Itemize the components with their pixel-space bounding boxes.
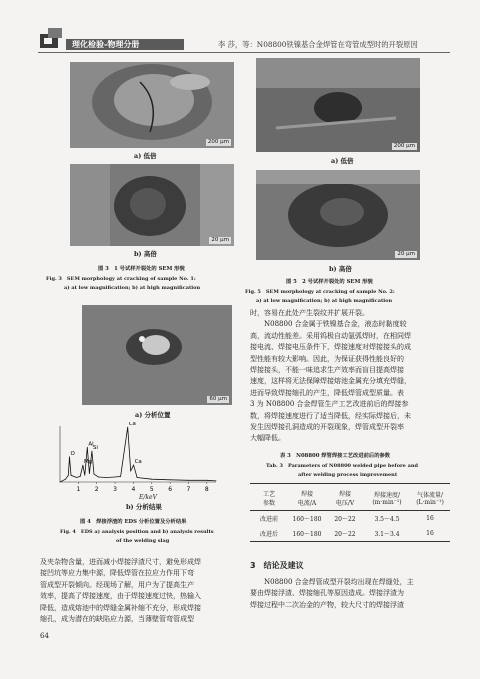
eds-peak-label: O: [70, 450, 75, 457]
table-cell: 3.5～4.5: [374, 516, 400, 523]
right-column-text: [250, 308, 450, 445]
eds-data-point: [60, 482, 61, 483]
eds-data-point: [84, 475, 85, 476]
text-line: 接凹坑等应力集中源，降低焊管在拉应力作用下弯: [40, 569, 194, 578]
fig5b-sem-image: [256, 170, 420, 260]
header-cell: (m·min⁻¹): [372, 499, 402, 506]
header-cell: 焊接: [338, 491, 351, 498]
table3: [250, 486, 450, 542]
eds-data-point: [68, 475, 69, 476]
text-line: 大幅降低。: [250, 434, 285, 443]
text-line: 速度，这样将无法保障焊接熔池金属充分填充焊缝，: [250, 377, 411, 386]
table-cell: 160～180: [292, 516, 322, 523]
table-cell: 160～180: [292, 531, 322, 538]
x-tick-label: 7: [186, 486, 191, 493]
fig4a-label: a) 分析位置: [135, 411, 171, 419]
fig3-caption-en-2: a) at low magnification; b) at high magnification: [64, 285, 201, 291]
header-rule: [38, 52, 450, 53]
fig4b-label: b) 分析结果: [126, 503, 162, 511]
eds-data-point: [89, 473, 90, 474]
eds-peak-label: Al: [88, 441, 94, 448]
table-cell: 改进后: [259, 531, 278, 538]
text-line: 效率，提高了焊接速度，由于焊接速度过快，热输入: [40, 592, 201, 601]
x-tick-label: 5: [149, 486, 154, 493]
table-top-rule: [250, 483, 450, 484]
eds-data-point: [80, 476, 81, 477]
eds-data-point: [137, 477, 138, 478]
eds-peak-label: Si: [92, 445, 98, 452]
fig3a-label: a) 低倍: [134, 152, 157, 160]
text-line: 管成型开裂倾向。经现场了解，用户为了提高生产: [40, 580, 194, 589]
fig3b-scalebar: 20 μm: [211, 237, 229, 243]
text-line: 进而导致焊接缩孔的产生，降低焊管成型质量。表: [250, 388, 404, 397]
eds-spectrum-line: [60, 427, 216, 482]
header-cell: 参数: [262, 500, 275, 507]
journal-logo: [38, 28, 68, 50]
fig4a-sem-image: [82, 305, 232, 405]
fig5b-label: b) 高倍: [329, 265, 352, 273]
fig5b-texture: [256, 170, 420, 260]
fig3a-scalebar: 200 μm: [207, 139, 229, 145]
table-header-row: [250, 486, 450, 510]
running-title: 李 莎，等：N08800铁镍基合金焊管在弯管成型时的开裂原因: [218, 40, 418, 49]
fig5-caption-en-2: a) at low magnification; b) at high magnification: [256, 298, 393, 304]
table-row: [250, 526, 450, 541]
eds-peak-label: Ca: [134, 459, 142, 466]
text-line: N08800 合金属于铁镍基合金，液态时黏度较: [250, 320, 407, 329]
header-cell: 电流/A: [297, 500, 317, 507]
fig5-caption-en-1: Fig. 5 SEM morphology at cracking of sample No. 2:: [245, 289, 395, 295]
eds-data-point: [130, 470, 131, 471]
header-cell: (L·min⁻¹): [416, 499, 444, 506]
eds-data-point: [120, 476, 121, 477]
section3-text: [250, 577, 450, 611]
text-line: 缩孔，成为潜在的缺陷应力源，当薄壁管弯管成型: [40, 615, 194, 624]
fig5-caption-cn: 图 5 2 号试样开裂处的 SEM 形貌: [286, 279, 373, 285]
eds-data-point: [115, 477, 116, 478]
eds-data-point: [170, 479, 171, 480]
fig5a-sem-image: [256, 58, 420, 152]
header-cell: 气体流量/: [416, 492, 444, 499]
fig4-caption-cn: 图 4 焊接浮渣的 EDS 分析位置及分析结果: [80, 519, 187, 525]
x-tick-label: 4: [131, 486, 136, 493]
text-line: 要由焊接浮渣、焊接缩孔等原因造成。焊接浮渣为: [250, 589, 404, 598]
eds-data-point: [98, 477, 99, 478]
table-cell: 20～22: [334, 531, 356, 538]
text-line: 接电流、焊接电压条件下，焊接速度对焊接接头的成: [250, 343, 411, 352]
text-line: 及夹杂物含量，进而减小焊接浮渣尺寸，避免形成焊: [40, 558, 201, 566]
section3-heading: 3 结论及建议: [250, 561, 304, 570]
tab3-caption-en-1: Tab. 3 Parameters of N08800 welded pipe before and: [266, 463, 418, 469]
journal-name: 理化检验-物理分册: [66, 39, 184, 50]
text-line: 焊接过程中二次冶金的产物，较大尺寸的焊接浮渣: [250, 600, 404, 609]
fig5a-texture: [256, 58, 420, 152]
tab3-caption-cn: 表 3 N08800 焊管焊接工艺改进前后的参数: [280, 453, 391, 459]
eds-data-point: [216, 480, 217, 481]
fig3b-texture: [70, 164, 234, 246]
text-line: 3 为 N08800 合金焊管生产工艺改进前后的焊接参: [250, 400, 409, 409]
fig4-caption-en-1: Fig. 4 EDS a) analysis position and b) analysis results: [60, 529, 214, 535]
text-line: 高，流动性能差。采用钨极自动氩弧焊时，在相同焊: [250, 331, 411, 340]
table-cell: 3.1～3.4: [374, 531, 400, 538]
table-cell: 16: [426, 530, 434, 537]
fig4-caption-en-2: of the welding slag: [116, 538, 170, 544]
fig5a-label: a) 低倍: [331, 157, 354, 165]
text-line: 降低，造成熔池中的焊缝金属补缩不充分，形成焊接: [40, 603, 201, 612]
fig4a-texture: [82, 305, 232, 405]
fig3b-sem-image: [70, 164, 234, 246]
fig4a-scalebar: 60 μm: [209, 396, 227, 402]
table-row: [250, 511, 450, 526]
text-line: 型性能有较大影响。因此，为保证获得性能良好的: [250, 354, 404, 363]
fig3-caption-en-1: Fig. 3 SEM morphology at cracking of sample No. 1:: [46, 276, 196, 282]
fig3b-label: b) 高倍: [134, 250, 157, 258]
x-tick-label: 3: [113, 486, 117, 493]
x-tick-label: 2: [94, 486, 99, 493]
text-line: 时，容易在此处产生裂纹并扩展开裂。: [250, 309, 369, 317]
eds-peak-label: Ca: [128, 422, 136, 428]
text-line: N08800 合金焊管成型开裂均出现在焊缝处，主: [250, 578, 414, 586]
eds-data-point: [71, 475, 72, 476]
eds-axes: [60, 426, 216, 482]
tab3-caption-en-2: after welding process improvement: [298, 472, 398, 478]
eds-data-point: [206, 480, 207, 481]
left-column-text: [40, 557, 240, 625]
table-cell: 改进前: [259, 516, 278, 523]
eds-peak-label: Mg: [83, 459, 93, 466]
fig3a-texture: [70, 62, 234, 148]
fig4b-xlabel: E/keV: [139, 494, 157, 501]
eds-data-point: [105, 477, 106, 478]
fig3-caption-cn: 图 3 1 号试样开裂处的 SEM 形貌: [98, 266, 185, 272]
fig5b-scalebar: 20 μm: [397, 251, 415, 257]
eds-data-point: [65, 479, 66, 480]
fig3a-sem-image: [70, 62, 234, 148]
text-line: 发生因焊接孔洞造成的开裂现象，焊管成型开裂率: [250, 423, 404, 432]
header-cell: 电压/V: [335, 500, 355, 507]
x-tick-label: 1: [76, 486, 81, 493]
fig5a-scalebar: 200 μm: [393, 143, 415, 149]
table-cell: 20～22: [334, 516, 356, 523]
page-number: 64: [40, 632, 49, 640]
table-cell: 16: [426, 515, 434, 522]
header-cell: 焊接速度/: [373, 492, 401, 499]
eds-data-point: [188, 480, 189, 481]
fig4b-eds-chart: [46, 422, 222, 494]
eds-data-point: [151, 479, 152, 480]
text-line: 焊接接头，不能一味追求生产效率而盲目提高焊接: [250, 366, 404, 375]
eds-data-point: [76, 477, 77, 478]
header-cell: 工艺: [262, 491, 275, 498]
x-tick-label: 6: [168, 486, 173, 493]
header-cell: 焊接: [300, 491, 313, 498]
x-tick-label: 8: [204, 486, 209, 493]
text-line: 数，将焊接速度进行了适当降低，经实际焊接后，未: [250, 411, 411, 420]
eds-data-point: [94, 474, 95, 475]
